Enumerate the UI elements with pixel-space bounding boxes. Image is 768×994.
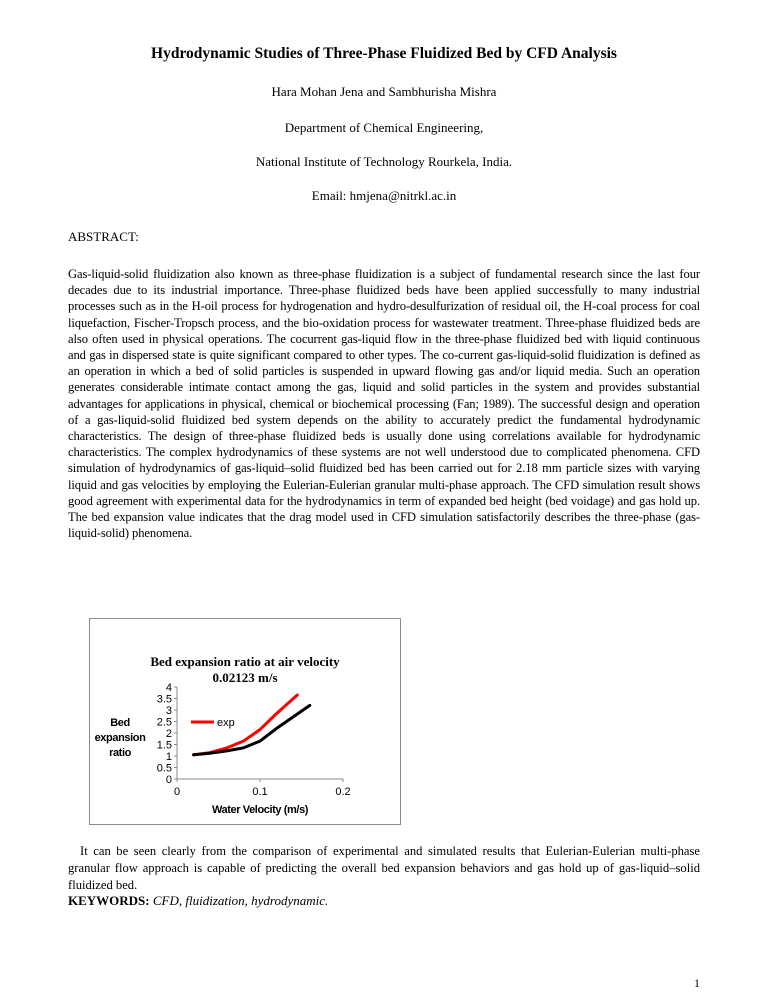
authors: Hara Mohan Jena and Sambhurisha Mishra (271, 84, 497, 99)
conclusion-text: It can be seen clearly from the comparison of experimental and simulated results that Eulerian-Eulerian multi-phase granular flow approach is capable of predicting the overall bed expansion behaviors and gas hold up of gas-liquid–solid fluidized bed. (68, 844, 700, 892)
y-tick-label: 0.5 (156, 762, 172, 775)
legend-label-exp: exp (217, 717, 235, 729)
x-tick-label: 0.1 (252, 786, 268, 798)
chart-title-line2: 0.02123 m/s (212, 670, 278, 685)
y-tick-label: 3.5 (156, 693, 172, 706)
abstract-heading: ABSTRACT: (68, 229, 139, 244)
chart-title-line1: Bed expansion ratio at air velocity (150, 654, 340, 669)
keywords (68, 893, 328, 909)
y-axis-label-line: Bed (110, 717, 130, 729)
y-tick-label: 2 (165, 728, 172, 740)
email: Email: hmjena@nitrkl.ac.in (311, 188, 457, 203)
y-tick-label: 3 (165, 705, 172, 717)
x-tick-label: 0 (173, 786, 181, 798)
institute: National Institute of Technology Rourkela, India. (255, 154, 513, 169)
bed-expansion-chart (89, 618, 401, 825)
page-number: 1 (694, 976, 700, 990)
series-line-series-2 (194, 705, 310, 754)
abstract-text: Gas-liquid-solid fluidization also known as three-phase fluidization is a subject of fundamental research since the last four decades due to its industrial importance. Three-phase fluidized beds have been applied successfully to many industrial processes such as in the H-oil process for hydrogenation and hydro-desulfurization of residual oil, the H-coal process for coal liquefaction, Fischer-Tropsch process, and the bio-oxidation process for wastewater treatment. Three-phase fluidized beds are also often used in physical operations. The cocurrent gas-liquid flow in the three-phase fluidized bed with liquid continuous and gas in dispersed state is quite significant compared to other types. The co-current gas-liquid-solid fluidization is defined as an operation in which a bed of solid particles is suspended in upward flowing gas and/or liquid media. Such an operation generates considerable intimate contact among the gas, liquid and solid particles in the system and provides substantial advantages for applications in physical, chemical or biochemical processing (Fan; 1989). The successful design and operation of a gas-liquid-solid fluidized bed system depends on the ability to accurately predict the fundamental hydrodynamic characteristics. The design of three-phase fluidized beds is usually done using correlations available for hydrodynamic characteristics. The complex hydrodynamics of these systems are not well understood due to complicated phenomena. CFD simulation of hydrodynamics of gas-liquid–solid fluidized bed has been carried out for 2.18 mm particle sizes with varying liquid and gas velocities by employing the Eulerian-Eulerian granular multi-phase approach. The CFD simulation result shows good agreement with experimental data for the hydrodynamics in term of expanded bed height (bed voidage) and gas hold up. The bed expansion value indicates that the drag model used in CFD simulation satisfactorily describes the three-phase (gas-liquid-solid) phenomena. (68, 267, 700, 541)
y-axis-label-line: expansion (94, 732, 146, 744)
y-tick-label: 2.5 (156, 716, 172, 729)
keywords-label: KEYWORDS: (68, 893, 150, 908)
chart-canvas (90, 619, 400, 824)
paper-title: Hydrodynamic Studies of Three-Phase Fluidized Bed by CFD Analysis (151, 45, 617, 62)
y-axis-label-line: ratio (109, 747, 131, 759)
x-tick-label: 0.2 (335, 786, 351, 798)
y-tick-label: 0 (165, 774, 172, 786)
x-axis-label: Water Velocity (m/s) (211, 804, 309, 816)
department: Department of Chemical Engineering, (284, 120, 484, 135)
y-tick-label: 1 (165, 751, 172, 763)
y-tick-label: 4 (165, 682, 172, 694)
y-tick-label: 1.5 (156, 739, 172, 752)
keywords-list: CFD, fluidization, hydrodynamic. (152, 893, 329, 908)
